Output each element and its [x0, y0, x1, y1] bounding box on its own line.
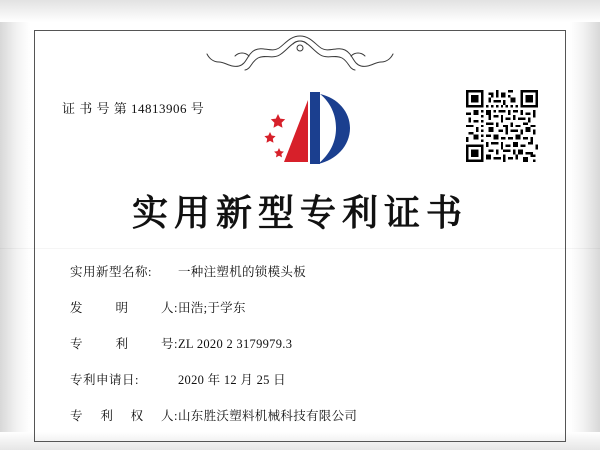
field-label-utility-model-name: 实用新型名称:: [70, 265, 152, 279]
field-label-patent-number-part-2: 利: [115, 337, 129, 351]
field-label-patentee: [70, 406, 178, 424]
field-label-inventor: [70, 298, 178, 316]
field-value-utility-model-name: 一种注塑机的锁模头板: [178, 265, 307, 279]
field-application-date: [70, 370, 520, 388]
field-label-patentee-part-2: 利: [100, 409, 114, 423]
field-label-patentee-part-1: 专: [70, 409, 84, 423]
field-label-inventor-part-2: 明: [115, 301, 129, 315]
field-label-patent-number: [70, 334, 178, 352]
field-value-application-date: 2020 年 12 月 25 日: [178, 373, 286, 387]
field-value-patentee: 山东胜沃塑料机械科技有限公司: [178, 409, 358, 423]
field-utility-model-name: [70, 262, 520, 280]
field-value-patent-number: ZL 2020 2 3179979.3: [178, 337, 293, 351]
field-label-patentee-part-3: 权: [130, 409, 144, 423]
field-inventor: [70, 298, 520, 316]
paper-fold-line: [0, 248, 600, 249]
certificate-number: 证 书 号 第 14813906 号: [62, 101, 205, 116]
field-label-patent-number-part-1: 专: [70, 337, 84, 351]
field-label-patentee-part-4: 人:: [160, 409, 178, 423]
page-edge-shadow-top: [0, 0, 600, 22]
qr-code: [466, 90, 538, 162]
field-value-inventor: 田浩;于学东: [178, 301, 246, 315]
field-label-application-date: 专利申请日:: [70, 373, 139, 387]
page-title: 实用新型专利证书: [131, 193, 468, 233]
field-label-inventor-part-1: 发: [70, 301, 84, 315]
field-label-inventor-part-3: 人:: [161, 301, 178, 315]
field-patent-number: [70, 334, 520, 352]
field-label-patent-number-part-3: 号:: [161, 337, 178, 351]
certificate-fields: [70, 262, 520, 442]
field-patentee: [70, 406, 520, 424]
cnipa-logo-icon: [258, 88, 354, 168]
